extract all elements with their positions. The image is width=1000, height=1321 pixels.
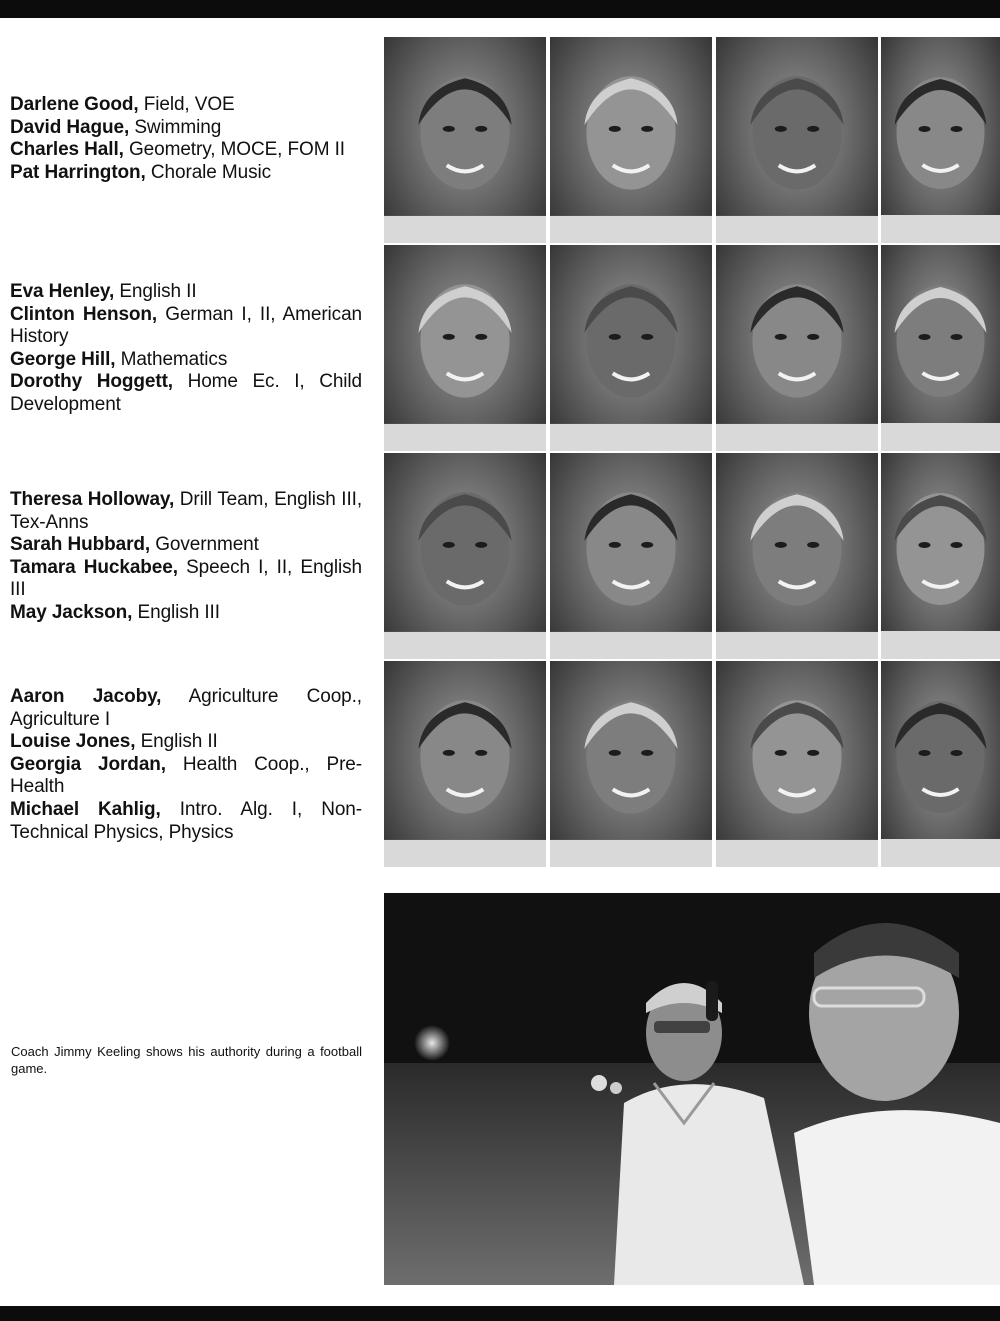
faculty-portrait-photo — [716, 453, 878, 659]
faculty-entry — [10, 534, 362, 557]
faculty-subjects: Geometry, MOCE, FOM II — [123, 139, 345, 161]
faculty-entry — [10, 117, 362, 140]
faculty-name: May Jackson, — [10, 601, 133, 623]
faculty-entry — [10, 731, 362, 754]
faculty-portrait-photo — [550, 37, 712, 243]
faculty-portrait-photo — [716, 661, 878, 867]
faculty-name: Charles Hall, — [10, 139, 124, 161]
football-game-photo — [384, 893, 1000, 1285]
faculty-portrait-photo — [384, 245, 546, 451]
faculty-portrait-photo — [384, 453, 546, 659]
faculty-subjects: Drill Team, English III, Tex-Anns — [10, 489, 362, 533]
faculty-name: Clinton Henson, — [10, 303, 158, 325]
faculty-portrait-photo — [716, 37, 878, 243]
faculty-name: Theresa Holloway, — [10, 489, 175, 510]
faculty-subjects: Government — [150, 534, 259, 556]
faculty-name: Sarah Hubbard, — [10, 534, 151, 556]
faculty-subjects: Speech I, II, English III — [10, 556, 362, 601]
faculty-entry — [10, 799, 362, 844]
portrait-illustration — [384, 453, 546, 659]
faculty-name: Dorothy Hoggett, — [10, 371, 173, 393]
faculty-name: Darlene Good, — [10, 94, 139, 115]
faculty-name: David Hague, — [10, 116, 130, 138]
portrait-illustration — [384, 37, 546, 243]
faculty-entry — [10, 557, 362, 602]
faculty-entry — [10, 281, 362, 304]
faculty-block-3 — [10, 489, 362, 625]
faculty-name: Aaron Jacoby, — [10, 686, 162, 707]
portrait-illustration — [550, 245, 712, 451]
faculty-name: Georgia Jordan, — [10, 753, 166, 775]
faculty-subjects: English III — [132, 601, 220, 623]
faculty-entry — [10, 139, 362, 162]
faculty-portrait-photo — [881, 661, 1000, 867]
faculty-subjects: Agriculture Coop., Agriculture I — [10, 686, 362, 730]
faculty-portrait-photo — [384, 37, 546, 243]
portrait-illustration — [881, 245, 1000, 451]
faculty-block-1 — [10, 94, 362, 184]
faculty-subjects: Health Coop., Pre-Health — [10, 753, 362, 798]
faculty-name: Michael Kahlig, — [10, 798, 161, 820]
faculty-subjects: Chorale Music — [145, 161, 272, 183]
faculty-subjects: Home Ec. I, Child Development — [10, 371, 363, 415]
faculty-entry — [10, 754, 362, 799]
faculty-entry — [10, 686, 362, 731]
portrait-illustration — [550, 661, 712, 867]
photo-caption: Coach Jimmy Keeling shows his authority during a football game. — [11, 1044, 362, 1076]
portrait-illustration — [550, 37, 712, 243]
faculty-subjects: English II — [135, 731, 218, 753]
faculty-subjects: Mathematics — [115, 348, 228, 370]
portrait-illustration — [716, 661, 878, 867]
faculty-subjects: German I, II, American History — [10, 303, 363, 348]
portrait-illustration — [881, 661, 1000, 867]
faculty-portrait-photo — [550, 453, 712, 659]
faculty-portrait-photo — [716, 245, 878, 451]
football-photo-illustration — [384, 893, 1000, 1285]
faculty-portrait-photo — [550, 245, 712, 451]
faculty-entry — [10, 94, 362, 117]
faculty-block-2 — [10, 281, 362, 417]
faculty-name: Pat Harrington, — [10, 161, 146, 183]
portrait-illustration — [716, 245, 878, 451]
faculty-name: Eva Henley, — [10, 281, 115, 302]
faculty-subjects: English II — [114, 281, 197, 302]
faculty-entry — [10, 602, 362, 625]
faculty-entry — [10, 489, 362, 534]
top-border — [0, 0, 1000, 18]
portrait-illustration — [384, 245, 546, 451]
faculty-entry — [10, 162, 362, 185]
faculty-entry — [10, 349, 362, 372]
faculty-name: Tamara Huckabee, — [10, 556, 178, 578]
bottom-border — [0, 1306, 1000, 1321]
faculty-portrait-photo — [550, 661, 712, 867]
faculty-name: George Hill, — [10, 348, 116, 370]
faculty-name: Louise Jones, — [10, 731, 136, 753]
faculty-subjects: Intro. Alg. I, Non-Technical Physics, Physics — [10, 798, 362, 843]
portrait-illustration — [550, 453, 712, 659]
faculty-portrait-photo — [881, 37, 1000, 243]
faculty-subjects: Swimming — [129, 116, 222, 138]
faculty-portrait-photo — [384, 661, 546, 867]
portrait-illustration — [716, 37, 878, 243]
portrait-grid — [384, 37, 1000, 869]
portrait-illustration — [881, 37, 1000, 243]
portrait-illustration — [881, 453, 1000, 659]
faculty-entry — [10, 304, 362, 349]
faculty-portrait-photo — [881, 245, 1000, 451]
faculty-portrait-photo — [881, 453, 1000, 659]
faculty-subjects: Field, VOE — [138, 94, 235, 115]
portrait-illustration — [716, 453, 878, 659]
portrait-illustration — [384, 661, 546, 867]
faculty-block-4 — [10, 686, 362, 844]
faculty-entry — [10, 371, 362, 416]
